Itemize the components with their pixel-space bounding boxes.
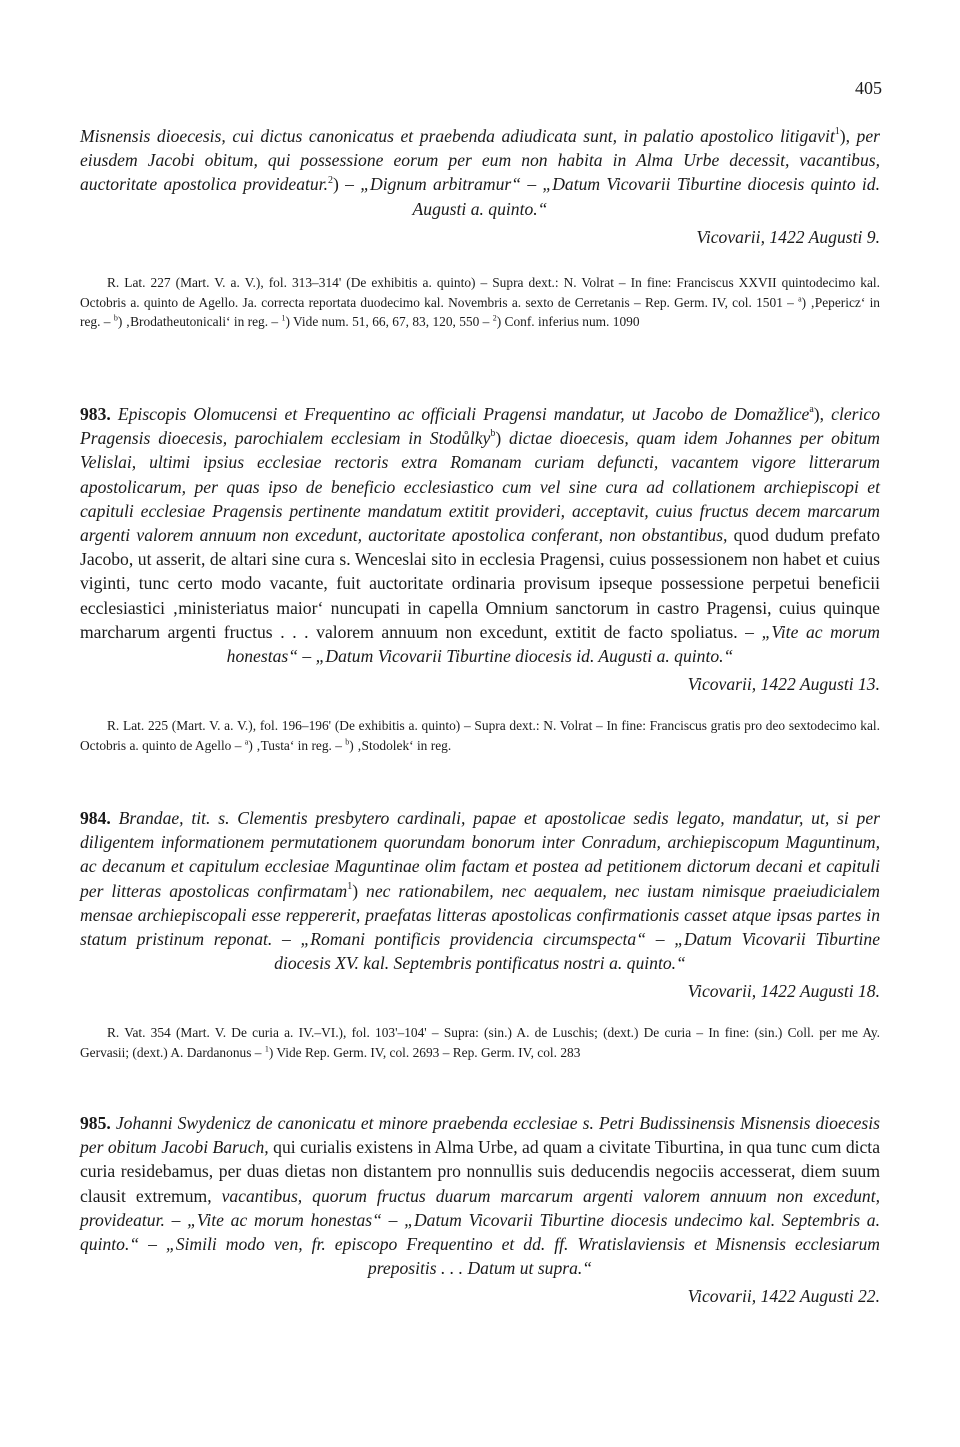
dateline: Vicovarii, 1422 Augusti 9. [696,226,880,247]
entry-text: Misnensis dioecesis, cui dictus canonicatus et praebenda adiudicata sunt, in palatio apostolico litigavit$^1$), per eiusdem Jacobi obitum, qui possessione eorum per eum non habita in Alma Urbe decessit, vacantibus, auctoritate apostolica provideatur.$^2$) – „Dignum arbitramur“ – „Datum Vicovarii Tiburtine diocesis quinto id. Augusti a. quinto.“ [80,126,880,219]
entry-982-tail [80,124,880,332]
entry-text: 985. Johanni Swydenicz de canonicatu et minore praebenda ecclesiae s. Petri Budissinensis Misnensis dioecesis per obitum Jacobi Baruch, qui curialis existens in Alma Urbe, ad quam a civitate Tiburtina, in qua tunc cum dicta curia residebamus, per duas dietas non distantem pro nonnullis suis deducendis negociis accesserat, diem suum clausit extremum, vacantibus, quorum fructus duarum marcarum argenti valorem annuum non excedunt, provideatur. – „Vite ac morum honestas“ – „Datum Vicovarii Tiburtine diocesis undecimo kal. Septembris a. quinto.“ – „Simili modo ven, fr. episcopo Frequentino et dd. ff. Wratislaviensis et Misnensis ecclesiarum prepositis . . . Datum ut supra.“ [80,1113,881,1279]
entry-985 [80,1111,880,1308]
entry-983 [80,402,880,756]
dateline: Vicovarii, 1422 Augusti 22. [687,1286,880,1307]
entry-text: 983. Episcopis Olomucensi et Frequentino ac officiali Pragensi mandatur, ut Jacobo de Domažlice$^a$), clerico Pragensis dioecesis, parochialem ecclesiam in Stodůlky$^b$) dictae dioecesis, quam idem Johannes per obitum Velislai, ultimi ipsius ecclesiae rectoris extra Romanam curiam defuncti, vacantem vigore litterarum apostolicarum, per quas ipso de beneficio ecclesiastico cum vel sine cura ad collationem archiepiscopi et capituli ecclesiae Pragensis pertinente mandatum extitit provideri, acceptavit, cuius fructus decem marcarum argenti valorem annuum non excedunt, auctoritate apostolica conferant, non obstantibus, quod dudum prefato Jacobo, ut asserit, de altari sine cura s. Wenceslai sito in ecclesia Pragensi, cuius possessionem non habet et cuius viginti, tunc certo modo vacante, fuit auctoritate ordinaria provisum ipseque possessione perpetui beneficii ecclesiastici ‚ministeriatus maior‘ nuncupati in capella Omnium sanctorum in castro Pragensi, cuius quinque marcharum argenti fructus . . . valorem annuum non excedunt, extitit de facto spoliatus. – „Vite ac morum honestas“ – „Datum Vicovarii Tiburtine diocesis id. Augusti a. quinto.“ [80,404,881,667]
apparatus-note: R. Lat. 227 (Mart. V. a. V.), fol. 313–314' (De exhibitis a. quinto) – Supra dext.: N. Volrat – In fine: Franciscus XXVII quintodecimo kal. Octobris a. quinto de Agello. Ja. correcta reportata duodecimo kal. Novembris a. sexto de Cerretanis – Rep. Germ. IV, col. 1501 – $^a$) ‚Pepericz‘ in reg. – $^b$) ‚Brodatheutonicali‘ in reg. – $^1$) Vide num. 51, 66, 67, 83, 120, 550 – $^2$) Conf. inferius num. 1090 [80,274,880,330]
dateline: Vicovarii, 1422 Augusti 13. [687,674,880,695]
entry-text: 984. Brandae, tit. s. Clementis presbytero cardinali, papae et apostolicae sedis legato, mandatur, ut, si per diligentem informationem permutationem quorundam bonorum inter Conradum, archiepiscopum Maguntinum, ac decanum et capitulum ecclesiae Maguntinae olim factam et postea ad petitionem dictorum decani et capituli per litteras apostolicas confirmatam$^1$) nec rationabilem, nec aequalem, nec iustam nimisque praeiudicialem mensae archiepiscopali esse reppererit, praefatas litteras apostolicas confirmationis casset atque ipsas partes in statum pristinum reponat. – „Romani pontificis providencia circumspecta“ – „Datum Vicovarii Tiburtine diocesis XV. kal. Septembris pontificatus nostri a. quinto.“ [80,808,880,974]
entry-984 [80,806,880,1063]
apparatus-note: R. Vat. 354 (Mart. V. De curia a. IV.–VI.), fol. 103'–104' – Supra: (sin.) A. de Luschis; (dext.) De curia – In fine: (sin.) Coll. per me Ay. Gervasii; (dext.) A. Dardanonus – $^1$) Vide Rep. Germ. IV, col. 2693 – Rep. Germ. IV, col. 283 [80,1025,880,1061]
dateline: Vicovarii, 1422 Augusti 18. [687,981,880,1002]
page-number: 405 [855,78,882,98]
apparatus-note: R. Lat. 225 (Mart. V. a. V.), fol. 196–196' (De exhibitis a. quinto) – Supra dext.: N. Volrat – In fine: Franciscus gratis pro deo sextodecimo kal. Octobris a. quinto de Agello – $^a$) ‚Tusta‘ in reg. – $^b$) ‚Stodolek‘ in reg. [80,718,880,754]
